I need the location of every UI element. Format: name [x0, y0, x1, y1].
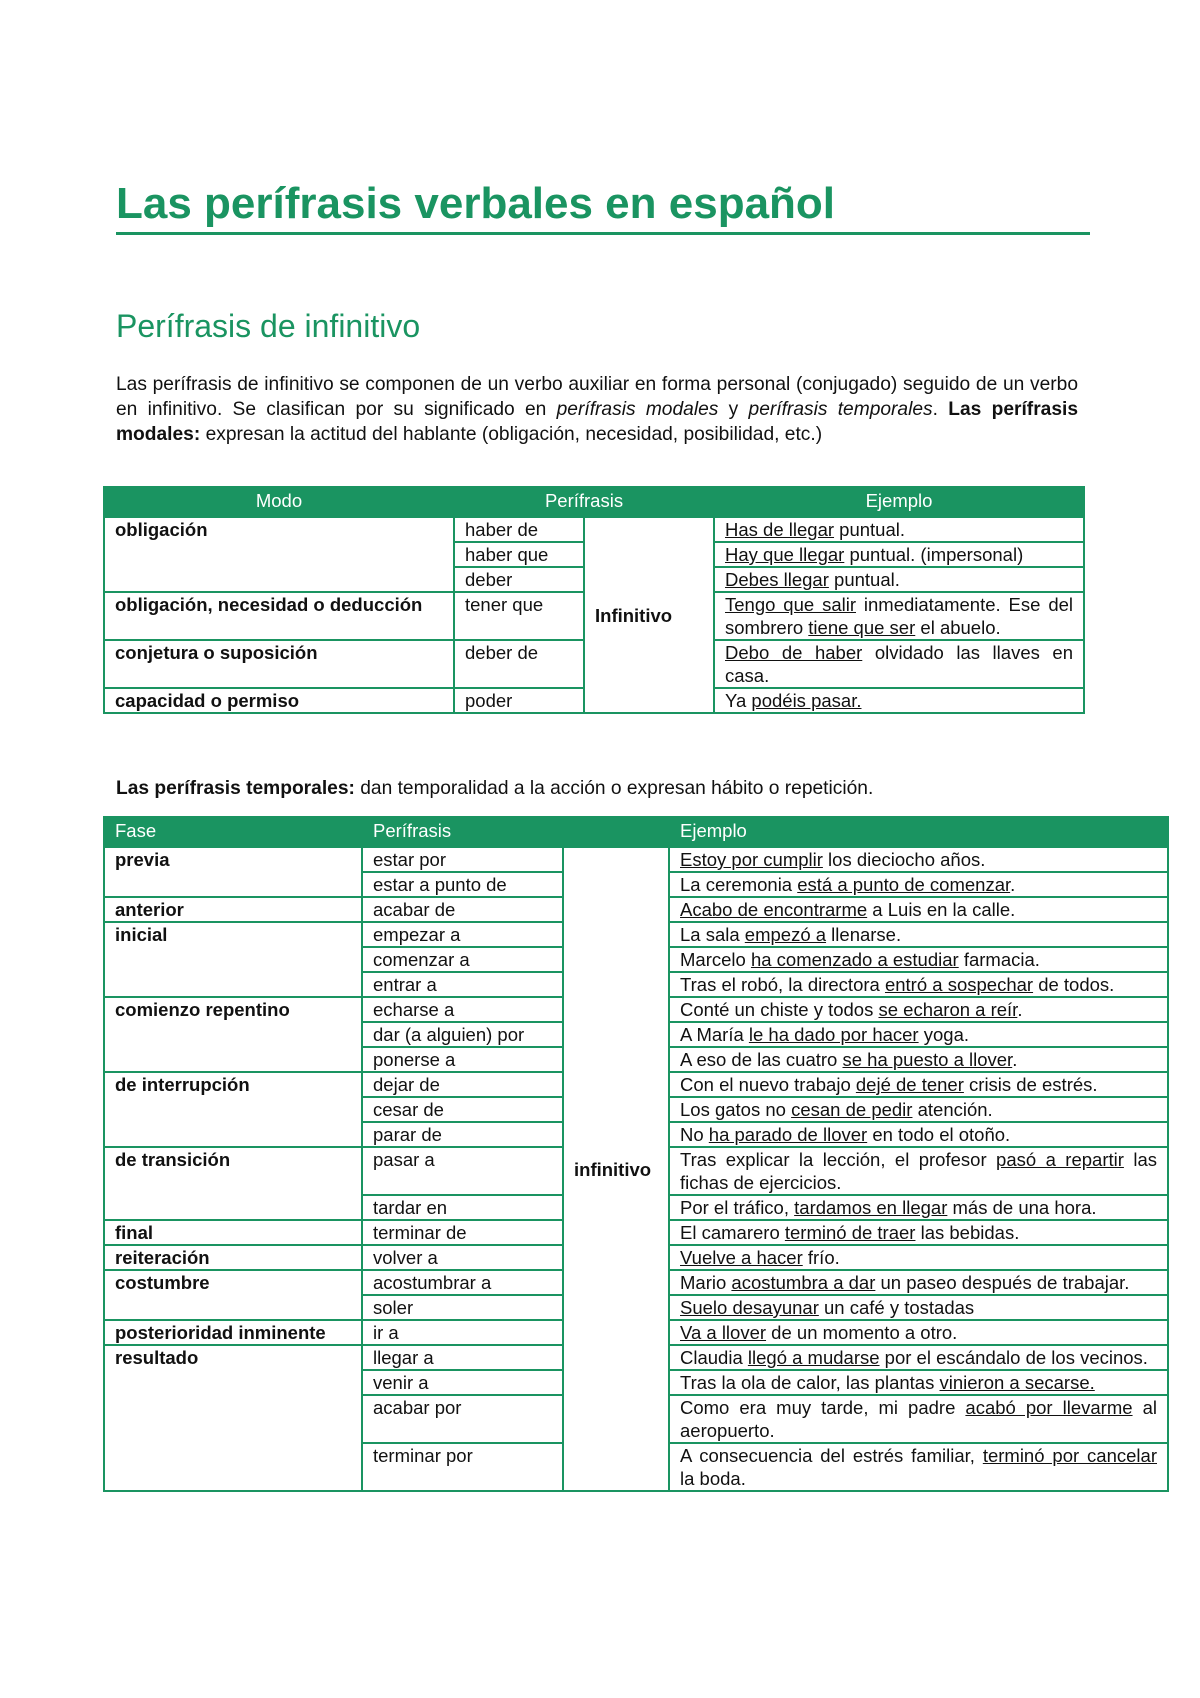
intro-text: .	[932, 399, 949, 420]
example-text: puntual.	[828, 569, 900, 590]
example-text: un paseo después de trabajar.	[875, 1272, 1130, 1293]
periphrasis-cell: poder	[454, 688, 584, 713]
periphrasis-cell: empezar a	[362, 922, 563, 947]
example-cell	[669, 1270, 1168, 1295]
example-text: puntual.	[834, 519, 906, 540]
category-cell: de interrupción	[104, 1072, 362, 1147]
example-cell	[714, 688, 1084, 713]
example-periphrasis: se echaron a reír	[878, 999, 1018, 1020]
category-cell: obligación, necesidad o deducción	[104, 592, 454, 640]
category-cell: costumbre	[104, 1270, 362, 1320]
example-text: al aeropuerto.	[680, 1397, 1157, 1441]
example-cell	[714, 542, 1084, 567]
example-periphrasis: ha comenzado a estudiar	[750, 949, 959, 970]
example-cell	[669, 947, 1168, 972]
example-text: Conté un chiste y todos	[680, 999, 879, 1020]
table-row	[104, 847, 1168, 872]
example-cell	[669, 972, 1168, 997]
example-cell	[669, 922, 1168, 947]
example-text: Con el nuevo trabajo	[680, 1074, 856, 1095]
example-text: inmediatamente. Ese del sombrero	[725, 594, 1074, 638]
example-text: Claudia	[680, 1347, 748, 1368]
example-text: de todos.	[1033, 974, 1115, 995]
example-cell	[669, 1195, 1168, 1220]
periphrasis-cell: estar a punto de	[362, 872, 563, 897]
intro-emphasis: perífrasis temporales	[748, 399, 933, 420]
periphrasis-cell: volver a	[362, 1245, 563, 1270]
periphrasis-cell: pasar a	[362, 1147, 563, 1195]
example-cell	[669, 1097, 1168, 1122]
example-text: Ya	[725, 690, 752, 711]
example-text: La ceremonia	[680, 874, 798, 895]
example-cell	[669, 1295, 1168, 1320]
category-cell: posterioridad inminente	[104, 1320, 362, 1345]
example-text: el abuelo.	[915, 617, 1001, 638]
example-periphrasis: acabó por llevarme	[965, 1397, 1133, 1418]
example-cell	[714, 640, 1084, 688]
example-cell	[669, 1245, 1168, 1270]
example-text: .	[1010, 874, 1016, 895]
example-cell	[669, 1122, 1168, 1147]
example-periphrasis: Va a llover	[680, 1322, 767, 1343]
periphrasis-cell: deber	[454, 567, 584, 592]
example-cell	[669, 1072, 1168, 1097]
periphrasis-cell: dejar de	[362, 1072, 563, 1097]
section-heading: Perífrasis de infinitivo	[116, 308, 421, 344]
example-text: Tras el robó, la directora	[680, 974, 885, 995]
periphrasis-cell: echarse a	[362, 997, 563, 1022]
example-periphrasis: llegó a mudarse	[747, 1347, 880, 1368]
category-cell: final	[104, 1220, 362, 1245]
example-text: a Luis en la calle.	[867, 899, 1016, 920]
example-cell	[669, 1370, 1168, 1395]
example-periphrasis: Hay que llegar	[725, 544, 845, 565]
example-periphrasis: Suelo desayunar	[680, 1297, 819, 1318]
example-text: No	[680, 1124, 709, 1145]
example-periphrasis: está a punto de comenzar	[797, 874, 1011, 895]
example-text: los dieciocho años.	[822, 849, 986, 870]
periphrasis-cell: tener que	[454, 592, 584, 640]
example-text: olvidado las llaves en casa.	[725, 642, 1074, 686]
intro-text: expresan la actitud del hablante (obligación, necesidad, posibilidad, etc.)	[200, 424, 823, 445]
temporal-intro	[116, 776, 1078, 801]
example-periphrasis: Acabo de encontrarme	[680, 899, 868, 920]
example-periphrasis: pasó a repartir	[996, 1149, 1124, 1170]
category-cell: obligación	[104, 517, 454, 592]
periphrasis-cell: comenzar a	[362, 947, 563, 972]
example-text: Tras la ola de calor, las plantas	[680, 1372, 940, 1393]
column-header: Fase	[104, 817, 362, 847]
document-title: Las perífrasis verbales en español	[116, 178, 1090, 235]
intro-text: y	[718, 399, 749, 420]
example-text: en todo el otoño.	[867, 1124, 1011, 1145]
example-text: farmacia.	[958, 949, 1040, 970]
periphrasis-cell: parar de	[362, 1122, 563, 1147]
example-periphrasis: terminó por cancelar	[982, 1445, 1157, 1466]
modal-periphrasis-table	[103, 486, 1085, 714]
periphrasis-cell: cesar de	[362, 1097, 563, 1122]
example-periphrasis: tiene que ser	[808, 617, 916, 638]
intro-paragraph	[116, 372, 1078, 447]
example-text: la boda.	[680, 1468, 746, 1489]
periphrasis-cell: acabar de	[362, 897, 563, 922]
temporal-periphrasis-table	[103, 816, 1169, 1492]
example-cell	[669, 897, 1168, 922]
example-cell	[669, 1320, 1168, 1345]
example-text: Por el tráfico,	[680, 1197, 795, 1218]
example-cell	[669, 1220, 1168, 1245]
example-cell	[669, 872, 1168, 897]
example-periphrasis: ha parado de llover	[708, 1124, 868, 1145]
periphrasis-cell: haber que	[454, 542, 584, 567]
example-text: Como era muy tarde, mi padre	[680, 1397, 966, 1418]
column-header: Modo	[104, 487, 454, 517]
example-cell	[669, 847, 1168, 872]
example-text: puntual. (impersonal)	[844, 544, 1024, 565]
periphrasis-cell: llegar a	[362, 1345, 563, 1370]
example-periphrasis: Debes llegar	[725, 569, 829, 590]
example-text: atención.	[912, 1099, 993, 1120]
example-text: La sala	[680, 924, 745, 945]
example-text: un café y tostadas	[818, 1297, 975, 1318]
example-text: Mario	[680, 1272, 732, 1293]
intro-bold: Las perífrasis modales:	[116, 399, 1079, 445]
example-cell	[714, 517, 1084, 542]
column-header: Perífrasis	[362, 817, 563, 847]
periphrasis-cell: ponerse a	[362, 1047, 563, 1072]
example-periphrasis: empezó a	[744, 924, 827, 945]
category-cell: reiteración	[104, 1245, 362, 1270]
table-row	[104, 517, 1084, 542]
periphrasis-cell: acostumbrar a	[362, 1270, 563, 1295]
periphrasis-cell: soler	[362, 1295, 563, 1320]
verb-form-cell: infinitivo	[563, 847, 669, 1491]
category-cell: resultado	[104, 1345, 362, 1491]
example-periphrasis: vinieron a secarse.	[939, 1372, 1095, 1393]
example-text: las fichas de ejercicios.	[680, 1149, 1157, 1193]
intro-bold: Las perífrasis temporales:	[116, 778, 355, 799]
category-cell: anterior	[104, 897, 362, 922]
column-header	[563, 817, 669, 847]
example-cell	[669, 1047, 1168, 1072]
periphrasis-cell: dar (a alguien) por	[362, 1022, 563, 1047]
example-text: más de una hora.	[947, 1197, 1097, 1218]
periphrasis-cell: estar por	[362, 847, 563, 872]
verb-form-cell: Infinitivo	[584, 517, 714, 713]
periphrasis-cell: terminar por	[362, 1443, 563, 1491]
example-text: El camarero	[680, 1222, 785, 1243]
example-text: las bebidas.	[915, 1222, 1020, 1243]
example-periphrasis: terminó de traer	[784, 1222, 916, 1243]
example-text: por el escándalo de los vecinos.	[879, 1347, 1148, 1368]
category-cell: inicial	[104, 922, 362, 997]
example-cell	[714, 592, 1084, 640]
example-periphrasis: dejé de tener	[855, 1074, 964, 1095]
example-cell	[669, 997, 1168, 1022]
example-text: Tras explicar la lección, el profesor	[680, 1149, 997, 1170]
periphrasis-cell: entrar a	[362, 972, 563, 997]
example-cell	[669, 1443, 1168, 1491]
example-text: frío.	[802, 1247, 840, 1268]
column-header: Ejemplo	[714, 487, 1084, 517]
column-header: Perífrasis	[454, 487, 714, 517]
example-periphrasis: acostumbra a dar	[731, 1272, 876, 1293]
example-text: yoga.	[918, 1024, 970, 1045]
column-header: Ejemplo	[669, 817, 1168, 847]
example-text: crisis de estrés.	[963, 1074, 1098, 1095]
intro-text: Las perífrasis de infinitivo se componen de un verbo auxiliar en forma personal (conjugado) seguido de un verbo en infinitivo. Se clasifican por su significado en	[116, 374, 1078, 420]
example-periphrasis: tardamos en llegar	[794, 1197, 948, 1218]
example-periphrasis: Tengo que salir	[725, 594, 856, 615]
example-text: A eso de las cuatro	[680, 1049, 843, 1070]
example-periphrasis: Has de llegar	[725, 519, 835, 540]
example-periphrasis: Vuelve a hacer	[680, 1247, 803, 1268]
example-periphrasis: cesan de pedir	[791, 1099, 913, 1120]
example-text: .	[1012, 1049, 1018, 1070]
example-text: de un momento a otro.	[766, 1322, 958, 1343]
table-header-row	[104, 487, 1084, 517]
category-cell: conjetura o suposición	[104, 640, 454, 688]
example-periphrasis: entró a sospechar	[884, 974, 1034, 995]
example-cell	[669, 1345, 1168, 1370]
intro-text: dan temporalidad a la acción o expresan hábito o repetición.	[354, 778, 874, 799]
example-periphrasis: se ha puesto a llover	[842, 1049, 1013, 1070]
example-cell	[669, 1022, 1168, 1047]
example-cell	[669, 1395, 1168, 1443]
example-text: .	[1017, 999, 1023, 1020]
example-text: Marcelo	[680, 949, 751, 970]
example-text: A María	[680, 1024, 749, 1045]
periphrasis-cell: ir a	[362, 1320, 563, 1345]
example-cell	[669, 1147, 1168, 1195]
periphrasis-cell: tardar en	[362, 1195, 563, 1220]
example-text: llenarse.	[826, 924, 902, 945]
example-text: Los gatos no	[680, 1099, 792, 1120]
category-cell: de transición	[104, 1147, 362, 1220]
periphrasis-cell: venir a	[362, 1370, 563, 1395]
example-periphrasis: podéis pasar.	[751, 690, 862, 711]
example-periphrasis: Debo de haber	[725, 642, 863, 663]
example-periphrasis: Estoy por cumplir	[680, 849, 823, 870]
category-cell: capacidad o permiso	[104, 688, 454, 713]
periphrasis-cell: acabar por	[362, 1395, 563, 1443]
category-cell: comienzo repentino	[104, 997, 362, 1072]
periphrasis-cell: haber de	[454, 517, 584, 542]
intro-emphasis: perífrasis modales	[556, 399, 719, 420]
periphrasis-cell: terminar de	[362, 1220, 563, 1245]
example-periphrasis: le ha dado por hacer	[748, 1024, 919, 1045]
example-text: A consecuencia del estrés familiar,	[680, 1445, 983, 1466]
category-cell: previa	[104, 847, 362, 897]
example-cell	[714, 567, 1084, 592]
periphrasis-cell: deber de	[454, 640, 584, 688]
table-header-row	[104, 817, 1168, 847]
